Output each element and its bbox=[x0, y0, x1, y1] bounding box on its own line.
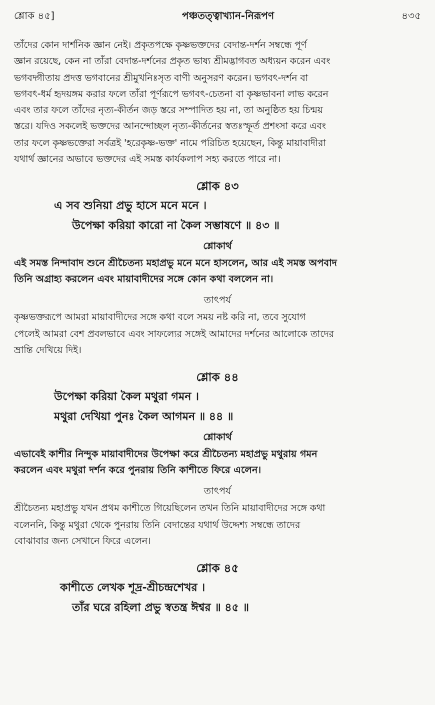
verse-43-translation bbox=[14, 256, 421, 288]
verse-44-title: শ্লোক ৪৪ bbox=[196, 370, 239, 385]
text-line: তার ফলে কৃষ্ণভক্তেরা সর্বত্রই 'হরেকৃষ্ণ-ভক্ত' নামে পরিচিত হয়েছেন, কিন্তু মায়াবাদীরা bbox=[14, 137, 326, 149]
text-line: বোঝাবার জন্য সেখানে ফিরে এলেন। bbox=[14, 535, 151, 547]
verse-line: কাশীতে লেখক শূদ্র-শ্রীচন্দ্রশেখর । bbox=[60, 581, 206, 595]
verse-44-translation bbox=[14, 447, 421, 479]
verse-line: উপেক্ষা করিয়া কৈল মথুরা গমন । bbox=[54, 390, 199, 404]
verse-line: মথুরা দেখিয়া পুনঃ কৈল আগমন ॥ ৪৪ ॥ bbox=[54, 410, 234, 424]
page-number: ৪৩৫ bbox=[401, 11, 421, 22]
translation-heading: শ্লোকার্থ bbox=[203, 241, 232, 253]
text-line: তাঁদের কোন দার্শনিক জ্ঞান নেই। প্রকৃতপক্ষে কৃষ্ণভক্তদের বেদান্ত-দর্শন সম্বন্ধে পূর্ণ bbox=[14, 40, 307, 51]
verse-45-title: শ্লোক ৪৫ bbox=[196, 561, 239, 576]
text-line: কৃষ্ণভক্তরূপে আমরা মায়াবাদীদের সঙ্গে কথা বলে সময় নষ্ট করি না, তবে সুযোগ bbox=[14, 312, 306, 324]
text-line: বলেননি, কিন্তু মথুরা থেকে পুনরায় তিনি বেদান্তের যথার্থ উদ্দেশ্য সম্বন্ধে তাদের bbox=[14, 519, 301, 531]
verse-45-text bbox=[14, 578, 421, 618]
text-line: এবং তার ফলে তাঁদের নৃত্য-কীর্তন জড় স্তরে সম্পাদিত হয় না, তা অনুষ্ঠিত হয় চিন্ময় bbox=[14, 105, 323, 117]
verse-43-text bbox=[14, 196, 421, 236]
page-header bbox=[14, 10, 421, 24]
verse-43-title: শ্লোক ৪৩ bbox=[196, 179, 239, 194]
verse-44-text bbox=[14, 387, 421, 427]
translation-heading: শ্লোকার্থ bbox=[203, 432, 232, 444]
intro-paragraph bbox=[14, 38, 421, 168]
text-line: এই সমস্ত নিন্দাবাদ শুনে শ্রীচৈতন্য মহাপ্রভু মনে মনে হাসলেন, আর এই সমস্ত অপবাদ bbox=[14, 258, 337, 270]
text-line: ভগবদ্গীতায় প্রদত্ত ভগবানের শ্রীমুখনিঃসৃত বাণী অনুসরণ করেন। ভগবৎ-দর্শন বা bbox=[14, 72, 309, 84]
verse-line: উপেক্ষা করিয়া কারো না কৈল সম্ভাষণে ॥ ৪৩ ॥ bbox=[72, 219, 280, 233]
text-line: যথার্থ জ্ঞানের অভাবে ভক্তদের এই সমস্ত কার্যকলাপ সহ্য করতে পারে না। bbox=[14, 154, 281, 166]
verse-43-purport bbox=[14, 310, 421, 359]
purport-heading: তাৎপর্য bbox=[203, 295, 232, 307]
verse-line: এ সব শুনিয়া প্রভু হাসে মনে মনে । bbox=[54, 199, 207, 213]
text-line: করলেন এবং মথুরা দর্শন করে পুনরায় তিনি কাশীতে ফিরে এলেন। bbox=[14, 465, 262, 477]
text-line: স্তরে। যদিও সকলেই ভক্তদের আনন্দোচ্ছল নৃত্য-কীর্তনের স্বতঃস্ফূর্ত প্রশংসা করে এবং bbox=[14, 121, 326, 133]
verse-line: তাঁর ঘরে রহিলা প্রভু স্বতন্ত্র ঈশ্বর ॥ ৪৫ ॥ bbox=[72, 601, 249, 615]
text-line: এভাবেই কাশীর নিন্দুক মায়াবাদীদের উপেক্ষা করে শ্রীচৈতন্য মহাপ্রভু মথুরায় গমন bbox=[14, 449, 318, 461]
text-line: ভ্রান্তি দেখিয়ে দিই। bbox=[14, 344, 82, 356]
verse-44-purport bbox=[14, 501, 421, 550]
header-verse-ref: শ্লোক ৪৫] bbox=[14, 11, 55, 22]
header-chapter-title: পঞ্চতত্ত্বাখ্যান-নিরূপণ bbox=[182, 11, 275, 22]
text-line: জ্ঞান রয়েছে, কেন না তাঁরা বেদান্ত-দর্শনের প্রকৃত ভাষ্য শ্রীমদ্ভাগবত অধ্যয়ন করেন এবং bbox=[14, 56, 331, 68]
text-line: তিনি অগ্রাহ্য করলেন এবং মায়াবাদীদের সঙ্গে কোন কথা বললেন না। bbox=[14, 274, 274, 286]
text-line: শ্রীচৈতন্য মহাপ্রভু যখন প্রথম কাশীতে গিয়েছিলেন তখন তিনি মায়াবাদীদের সঙ্গে কথা bbox=[14, 503, 326, 515]
text-line: পেলেই আমরা বেশ প্রবলভাবে এবং সাফল্যের সঙ্গেই আমাদের দর্শনের আলোকে তাদের bbox=[14, 328, 334, 340]
purport-heading: তাৎপর্য bbox=[203, 486, 232, 498]
text-line: ভগবৎ-ধর্ম হৃদয়ঙ্গম করার ফলে তাঁরা পূর্ণরূপে ভগবৎ-চেতনা বা কৃষ্ণভাবনা লাভ করেন bbox=[14, 88, 329, 100]
